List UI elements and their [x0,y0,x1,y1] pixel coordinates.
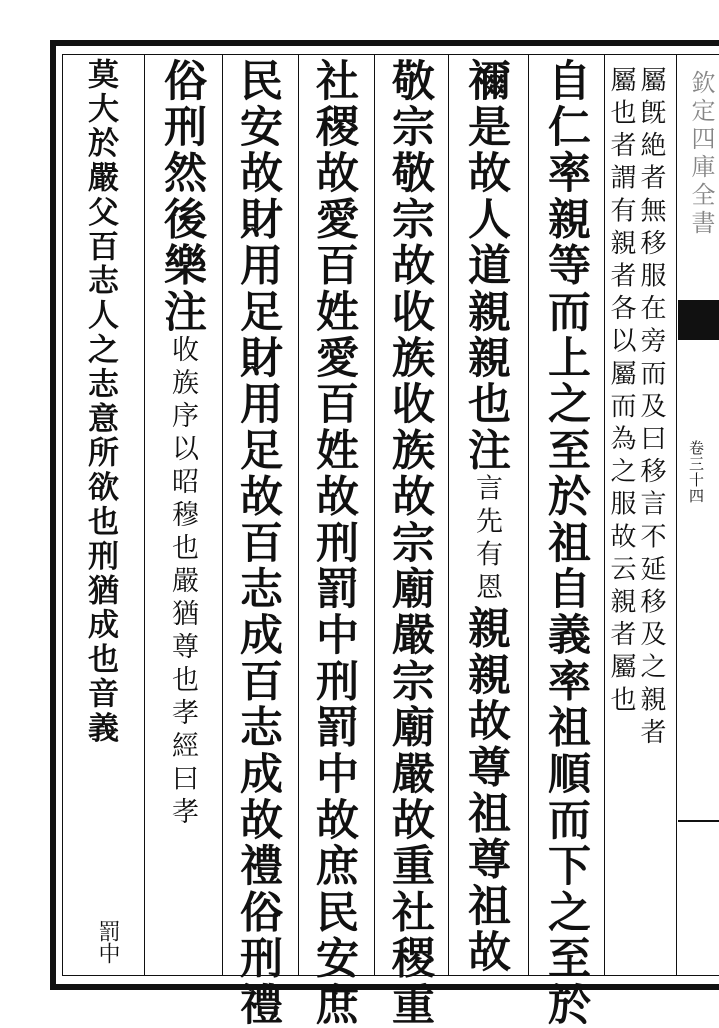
text-column-5: 敬宗敬宗故收族收族故宗廟嚴宗廟嚴故重社稷重 [385,58,435,1028]
text-column-4-note: 言先有恩 [471,473,502,606]
fish-tail-mark [678,300,719,340]
column-rule [448,54,449,976]
text-column-4 [461,58,511,976]
column-rule [222,54,223,976]
text-column-4-main: 禰是故人道親親也注 [461,58,511,474]
fold-tick [678,820,719,836]
text-column-8-note: 收族序以昭穆也嚴猶尊也孝經曰孝 [167,335,198,831]
column-rule [374,54,375,976]
text-column-4-tail: 親親故尊祖尊祖故 [461,605,511,976]
text-column-1: 屬旣絶者無移服在旁而及曰移言不延移及之親者 [636,66,666,751]
text-column-6: 社稷故愛百姓愛百姓故刑罰中刑罰中故庶民安庶 [309,58,359,1028]
column-rule [528,54,529,976]
text-column-3: 自仁率親等而上之至於祖自義率祖順而下之至於 [541,58,591,1028]
column-rule [604,54,605,976]
volume-label: 卷三十四 [687,440,705,504]
text-column-2: 屬也者謂有親者各以屬而為之服故云親者屬也 [606,66,636,718]
text-column-9: 莫大於嚴父百志人之志意所欲也刑猶成也音義 [82,58,118,746]
fold-line [676,54,677,976]
text-column-7: 民安故財用足財用足故百志成百志成故禮俗刑禮 [233,58,283,1028]
text-column-8-main: 俗刑然後樂注 [157,58,207,336]
column-rule [298,54,299,976]
column-rule [144,54,145,976]
book-title: 欽定四庫全書 [687,70,715,238]
text-column-9-end: 罰中 [95,920,120,964]
text-column-8 [157,58,207,831]
